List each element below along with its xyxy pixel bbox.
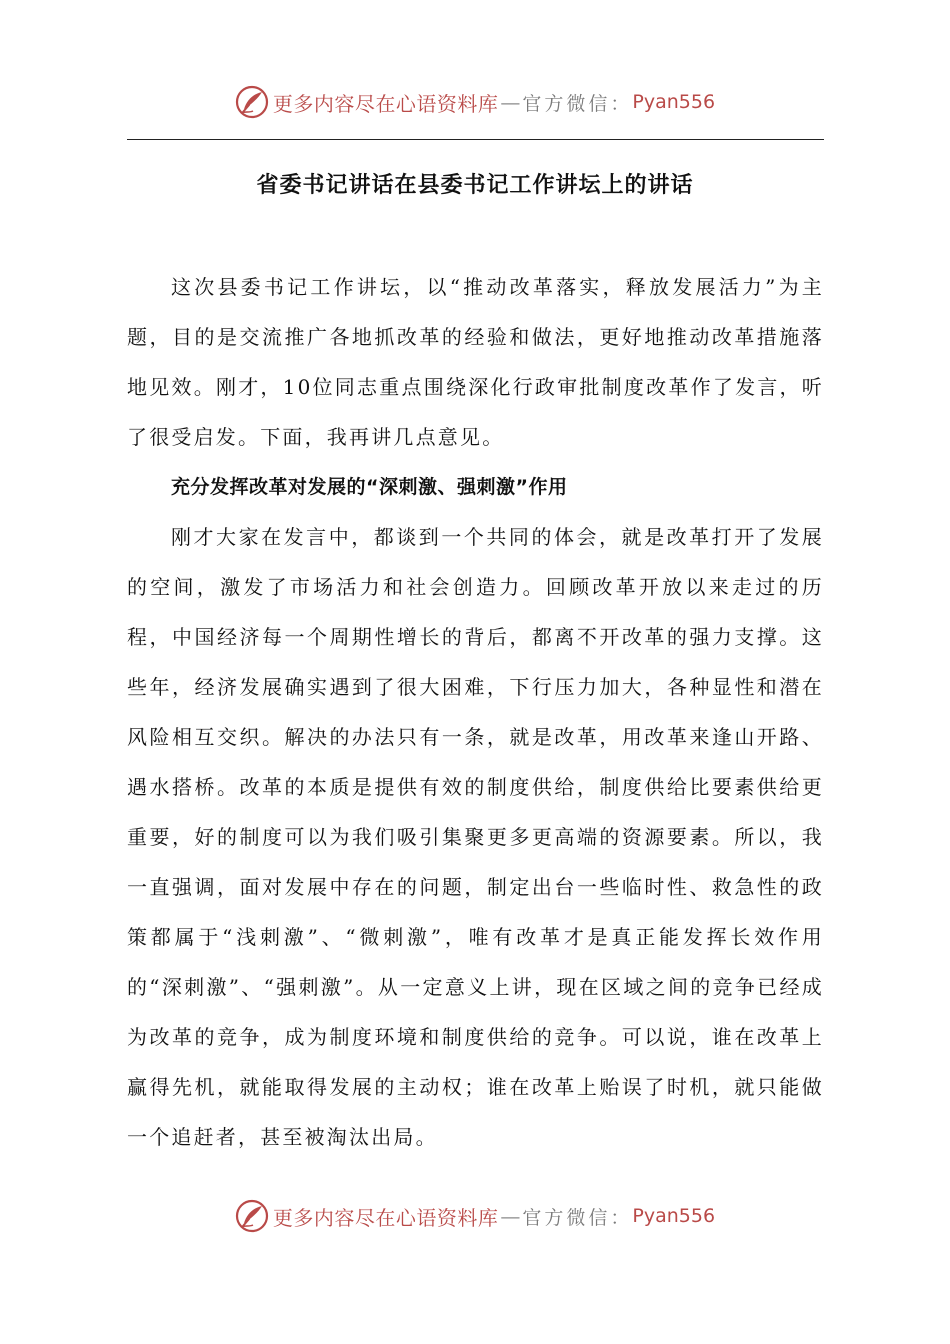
watermark-separator: — <box>500 90 521 114</box>
header-divider <box>127 139 824 140</box>
footer-watermark <box>0 1196 950 1236</box>
quill-logo-icon <box>235 85 269 119</box>
intro-paragraph: 这次县委书记工作讲坛，以“推动改革落实，释放发展活力”为主题，目的是交流推广各地抓改革的经验和做法，更好地推动改革措施落地见效。刚才，10位同志重点围绕深化行政审批制度改革作了发言，听了很受启发。下面，我再讲几点意见。 <box>127 275 824 449</box>
watermark-separator: — <box>500 1204 521 1228</box>
quill-logo-icon <box>235 1199 269 1233</box>
watermark-wechat-label: 官方微信： <box>522 1206 633 1229</box>
document-title: 省委书记讲话在县委书记工作讲坛上的讲话 <box>256 172 694 198</box>
body-paragraph: 刚才大家在发言中，都谈到一个共同的体会，就是改革打开了发展的空间，激发了市场活力和社会创造力。回顾改革开放以来走过的历程，中国经济每一个周期性增长的背后，都离不开改革的强力支撑。这些年，经济发展确实遇到了很大困难，下行压力加大，各种显性和潜在风险相互交织。解决的办法只有一条，就是改革，用改革来逢山开路、遇水搭桥。改革的本质是提供有效的制度供给，制度供给比要素供给更重要，好的制度可以为我们吸引集聚更多更高端的资源要素。所以，我一直强调，面对发展中存在的问题，制定出台一些临时性、救急性的政策都属于“浅刺激”、“微刺激”，唯有改革才是真正能发挥长效作用的“深刺激”、“强刺激”。从一定意义上讲，现在区域之间的竞争已经成为改革的竞争，成为制度环境和制度供给的竞争。可以说，谁在改革上赢得先机，就能取得发展的主动权；谁在改革上贻误了时机，就只能做一个追赶者，甚至被淘汰出局。 <box>127 525 824 1149</box>
watermark-text: 更多内容尽在心语资料库 <box>272 1205 499 1230</box>
watermark-wechat-label: 官方微信： <box>522 92 633 115</box>
section-heading: 充分发挥改革对发展的“深刺激、强刺激”作用 <box>171 476 568 498</box>
watermark-wechat-id: Pyan556 <box>632 1205 716 1227</box>
header-watermark <box>0 82 950 122</box>
watermark-text: 更多内容尽在心语资料库 <box>272 91 499 116</box>
watermark-wechat-id: Pyan556 <box>632 91 716 113</box>
document-body <box>127 262 824 1162</box>
